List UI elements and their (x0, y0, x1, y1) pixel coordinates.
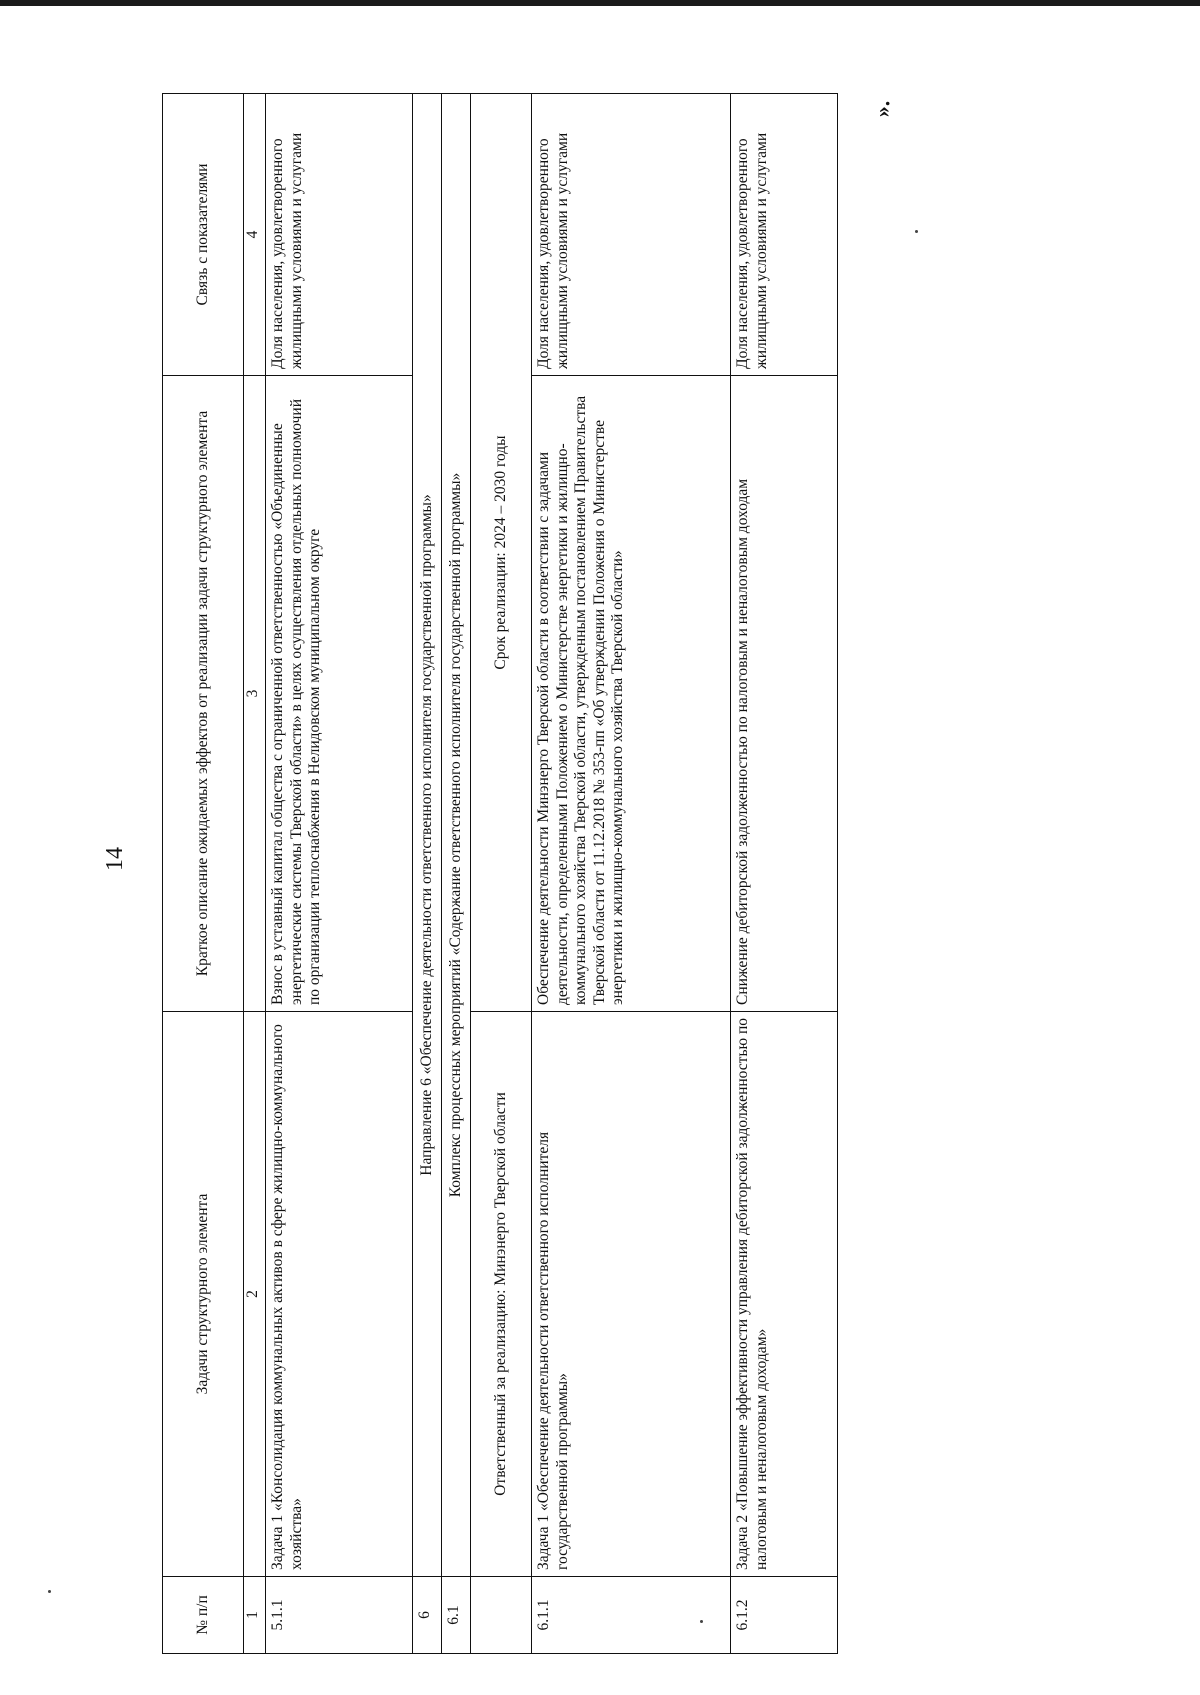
column-index: 2 (244, 1012, 266, 1577)
closing-quote-mark: ». (869, 100, 895, 118)
implementation-term: Срок реализации: 2024 – 2030 годы (471, 94, 532, 1012)
row-task: Задача 2 «Повышение эффективности управления дебиторской задолженностью по налоговым и неналоговым доходам» (731, 1012, 838, 1577)
row-number: 6 (413, 1577, 442, 1654)
scan-speck (915, 230, 918, 233)
header-effects: Краткое описание ожидаемых эффектов от реализации задачи структурного элемента (163, 376, 244, 1012)
row-task: Задача 1 «Консолидация коммунальных активов в сфере жилищно-коммунального хозяйства» (266, 1012, 413, 1577)
subsection-title: Комплекс процессных мероприятий «Содержание ответственного исполнителя государственной программы» (442, 94, 471, 1577)
row-number: 5.1.1 (266, 1577, 413, 1654)
column-index: 1 (244, 1577, 266, 1654)
page-number: 14 (102, 847, 128, 871)
row-task: Задача 1 «Обеспечение деятельности ответственного исполнителя государственной программы» (532, 1012, 731, 1577)
row-indicator: Доля населения, удовлетворенного жилищными условиями и услугами (731, 94, 838, 376)
header-number: № п/п (163, 1577, 244, 1654)
column-index: 3 (244, 376, 266, 1012)
table-section-row (442, 94, 471, 1654)
header-indicators: Связь с показателями (163, 94, 244, 376)
column-index-row (244, 94, 266, 1654)
table-row (266, 94, 413, 1654)
scan-edge (0, 0, 1200, 6)
section-title: Направление 6 «Обеспечение деятельности ответственного исполнителя государственной программы» (413, 94, 442, 1577)
empty-cell (471, 1577, 532, 1654)
header-tasks: Задачи структурного элемента (163, 1012, 244, 1577)
rotated-table-container (162, 94, 862, 1654)
row-number: 6.1.1 (532, 1577, 731, 1654)
scan-speck (48, 1590, 51, 1593)
table-row (731, 94, 838, 1654)
row-number: 6.1.2 (731, 1577, 838, 1654)
row-effect: Снижение дебиторской задолженностью по налоговым и неналоговым доходам (731, 376, 838, 1012)
row-number: 6.1 (442, 1577, 471, 1654)
responsible-label: Ответственный за реализацию: Минэнерго Тверской области (471, 1012, 532, 1577)
row-indicator: Доля населения, удовлетворенного жилищными условиями и услугами (532, 94, 731, 376)
table-responsible-row (471, 94, 532, 1654)
table-row (532, 94, 731, 1654)
table-header-row (163, 94, 244, 1654)
structural-element-tasks-table (162, 93, 838, 1654)
row-effect: Обеспечение деятельности Минэнерго Тверской области в соответствии с задачами деятельности, определенными Положением о Министерстве энергетики и жилищно-коммунального хозяйства Тверской области, утвержденным постановлением Правительства Тверской области от 11.12.2018 № 353-пп «Об утверждении Положения о Министерстве энергетики и жилищно-коммунального хозяйства Тверской области» (532, 376, 731, 1012)
column-index: 4 (244, 94, 266, 376)
row-indicator: Доля населения, удовлетворенного жилищными условиями и услугами (266, 94, 413, 376)
row-effect: Взнос в уставный капитал общества с ограниченной ответственностью «Объединенные энергетические системы Тверской области» в целях осуществления отдельных полномочий по организации теплоснабжения в Нелидовском муниципальном округе (266, 376, 413, 1012)
table-section-row (413, 94, 442, 1654)
